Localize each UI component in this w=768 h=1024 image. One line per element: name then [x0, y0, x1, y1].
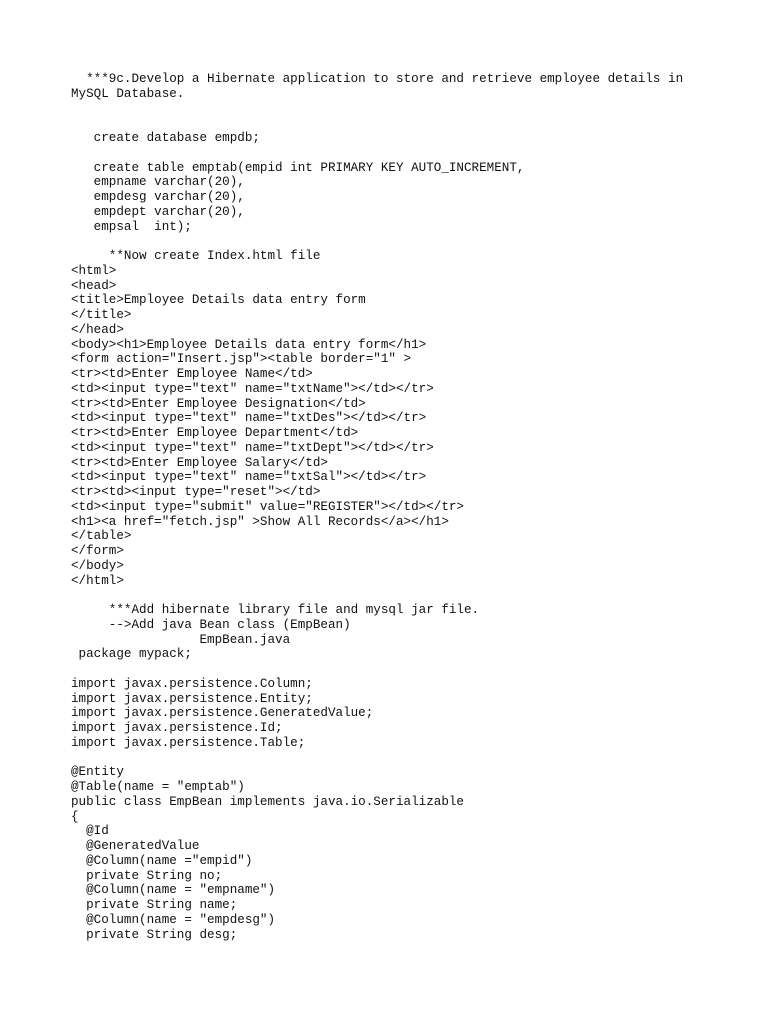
document-line: ***Add hibernate library file and mysql jar file.	[71, 603, 480, 617]
document-line: private String desg;	[71, 927, 238, 942]
document-line: <tr><td>Enter Employee Department</td>	[71, 426, 359, 440]
document-line: @Table(name = "emptab")	[71, 780, 245, 794]
document-line: import javax.persistence.GeneratedValue;	[71, 706, 374, 721]
document-line: ***9c.Develop a Hibernate application to store and retrieve employee details in	[71, 72, 684, 86]
document-line: **Now create Index.html file	[71, 249, 321, 263]
document-line: <tr><td>Enter Employee Designation</td>	[71, 396, 366, 411]
document-line: <td><input type="text" name="txtSal"></td></tr>	[71, 470, 427, 485]
document-line: create table emptab(empid int PRIMARY KEY AUTO_INCREMENT,	[71, 160, 525, 175]
document-line: </head>	[71, 322, 124, 337]
document-line: private String no;	[71, 868, 223, 883]
document-line: <form action="Insert.jsp"><table border="1" >	[71, 352, 412, 367]
document-line: <html>	[71, 263, 117, 278]
document-line: create database empdb;	[71, 131, 260, 145]
document-line: EmpBean.java	[71, 632, 291, 647]
document-line: empdesg varchar(20),	[71, 190, 245, 204]
document-line: import javax.persistence.Id;	[71, 721, 283, 735]
document-line: <tr><td><input type="reset"></td>	[71, 485, 321, 499]
document-line: </html>	[71, 573, 124, 588]
document-line: empdept varchar(20),	[71, 204, 245, 219]
document-line: MySQL Database.	[71, 86, 185, 101]
document-line: @Column(name = "empname")	[71, 883, 276, 898]
document-line: {	[71, 809, 79, 824]
document-line: public class EmpBean implements java.io.Serializable	[71, 794, 464, 809]
document-line: </title>	[71, 308, 132, 322]
document-line: <td><input type="text" name="txtDept"></td></tr>	[71, 440, 434, 455]
document-line: <h1><a href="fetch.jsp" >Show All Records</a></h1>	[71, 514, 449, 529]
document-line: <head>	[71, 278, 117, 293]
document-line: @Id	[71, 824, 109, 839]
document-line: <title>Employee Details data entry form	[71, 293, 366, 308]
document-line: @Entity	[71, 765, 124, 780]
document-line: </body>	[71, 558, 124, 573]
document-line: <tr><td>Enter Employee Salary</td>	[71, 455, 328, 470]
document-line: import javax.persistence.Table;	[71, 735, 306, 750]
document-line: import javax.persistence.Column;	[71, 676, 313, 691]
document-line: -->Add java Bean class (EmpBean)	[71, 617, 351, 632]
document-line: empname varchar(20),	[71, 175, 245, 190]
document-line: </table>	[71, 529, 132, 544]
document-line: <td><input type="text" name="txtDes"></td></tr>	[71, 411, 427, 426]
document-line: <td><input type="submit" value="REGISTER"></td></tr>	[71, 499, 464, 514]
document-line: <tr><td>Enter Employee Name</td>	[71, 367, 313, 381]
document-line: import javax.persistence.Entity;	[71, 691, 313, 706]
document-line: @GeneratedValue	[71, 839, 200, 853]
document-line: </form>	[71, 544, 124, 558]
document-line: <td><input type="text" name="txtName"></td></tr>	[71, 381, 434, 396]
document-line: package mypack;	[71, 647, 192, 662]
document-line: @Column(name = "empdesg")	[71, 912, 276, 927]
document-text	[71, 72, 683, 942]
document-line: @Column(name ="empid")	[71, 853, 253, 868]
document-line: private String name;	[71, 898, 238, 912]
document-line: empsal int);	[71, 219, 192, 234]
document-line: <body><h1>Employee Details data entry form</h1>	[71, 337, 427, 352]
